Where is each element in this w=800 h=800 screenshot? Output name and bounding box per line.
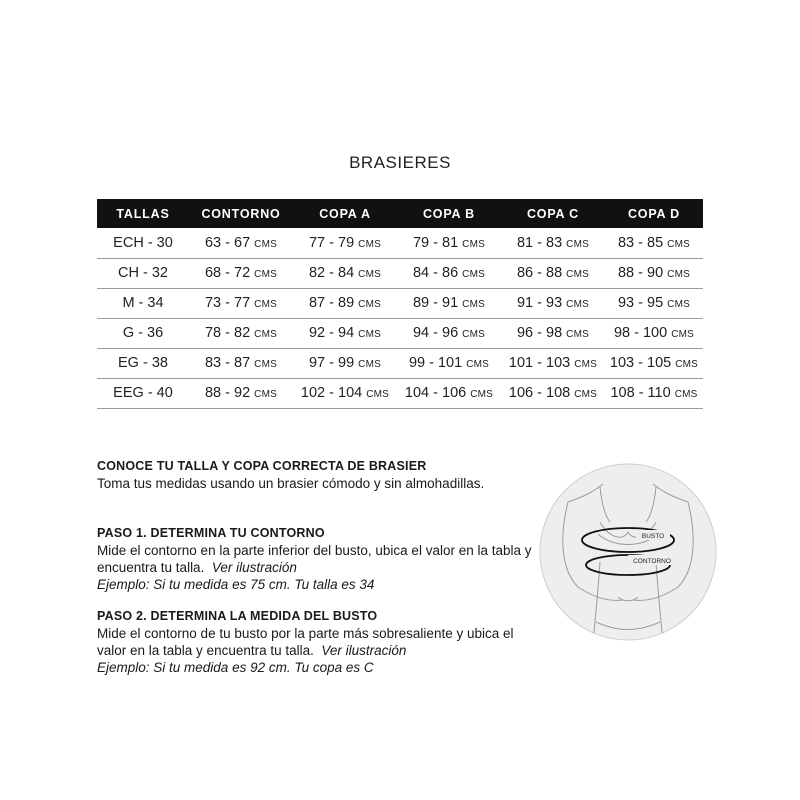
cell-unit: CMS (462, 238, 485, 250)
cell-copa-b (397, 318, 501, 348)
cell-unit: CMS (671, 329, 695, 340)
cell-copa-d (605, 288, 703, 318)
cell-value: 104 - 106 (404, 385, 467, 401)
table-row (97, 318, 703, 348)
cell-unit: CMS (254, 269, 277, 280)
cell-copa-a (293, 318, 397, 348)
cell-value: 102 - 104 (300, 385, 363, 401)
header-copa-c: COPA C (501, 199, 605, 228)
cell-value: 92 - 94 (308, 325, 355, 341)
cell-contorno (189, 378, 293, 408)
cell-unit: CMS (667, 269, 690, 280)
cell-unit: CMS (667, 238, 690, 250)
size-table (97, 199, 703, 409)
cell-copa-a (293, 348, 397, 378)
cell-value: 96 - 98 (516, 325, 563, 341)
cell-copa-a (293, 258, 397, 288)
header-copa-a: COPA A (293, 199, 397, 228)
step1-heading: PASO 1. DETERMINA TU CONTORNO (97, 526, 325, 540)
cell-copa-d (605, 348, 703, 378)
page-title: BRASIERES (349, 153, 451, 172)
cell-talla: G - 36 (97, 318, 189, 348)
cell-copa-c (501, 348, 605, 378)
cell-unit: CMS (254, 329, 277, 340)
table-row (97, 378, 703, 408)
cell-unit: CMS (254, 238, 277, 250)
cell-value: 83 - 87 (204, 355, 251, 371)
cell-unit: CMS (566, 238, 589, 250)
cell-value: 99 - 101 (408, 355, 463, 371)
intro-section (97, 458, 537, 492)
cell-unit: CMS (566, 329, 589, 340)
cell-value: 86 - 88 (516, 265, 563, 281)
cell-value: 84 - 86 (412, 265, 459, 281)
cell-value: 81 - 83 (516, 234, 563, 251)
cell-value: 73 - 77 (204, 295, 251, 311)
table-row (97, 258, 703, 288)
header-copa-d: COPA D (605, 199, 703, 228)
step1-example: Ejemplo: Si tu medida es 75 cm. Tu talla es 34 (97, 577, 375, 592)
cell-copa-b (397, 288, 501, 318)
cell-value: 89 - 91 (412, 295, 459, 311)
step2-heading: PASO 2. DETERMINA LA MEDIDA DEL BUSTO (97, 609, 378, 623)
cell-value: 78 - 82 (204, 325, 251, 341)
table-header-row (97, 199, 703, 228)
cell-value: 98 - 100 (613, 325, 668, 341)
cell-value: 82 - 84 (308, 265, 355, 281)
step2-illustration-link: Ver ilustración (321, 643, 407, 658)
cell-value: 88 - 92 (204, 385, 251, 401)
cell-unit: CMS (358, 269, 381, 280)
busto-label: BUSTO (641, 533, 665, 540)
cell-value: 103 - 105 (609, 355, 672, 371)
intro-text: Toma tus medidas usando un brasier cómodo y sin almohadillas. (97, 476, 485, 491)
cell-unit: CMS (674, 389, 698, 400)
header-contorno: CONTORNO (189, 199, 293, 228)
intro-heading: CONOCE TU TALLA Y COPA CORRECTA DE BRASIER (97, 459, 427, 473)
step1-section (97, 525, 537, 593)
cell-unit: CMS (462, 299, 485, 310)
table-row (97, 348, 703, 378)
cell-unit: CMS (358, 238, 381, 250)
cell-copa-b (397, 258, 501, 288)
cell-unit: CMS (667, 299, 690, 310)
cell-copa-a (293, 378, 397, 408)
cell-value: 79 - 81 (412, 234, 459, 251)
cell-value: 88 - 90 (617, 265, 664, 281)
cell-unit: CMS (358, 299, 381, 310)
cell-value: 93 - 95 (617, 295, 664, 311)
step2-section (97, 608, 537, 676)
cell-unit: CMS (462, 269, 485, 280)
step1-text: Mide el contorno en la parte inferior del busto, ubica el valor en la tabla y encuentra tu talla. Ver ilustración (97, 543, 532, 575)
measurement-illustration (538, 462, 718, 642)
cell-value: 97 - 99 (308, 355, 355, 371)
cell-value: 77 - 79 (308, 234, 355, 251)
cell-copa-b (397, 228, 501, 258)
cell-unit: CMS (366, 389, 390, 400)
cell-copa-b (397, 378, 501, 408)
cell-contorno (189, 318, 293, 348)
cell-talla: CH - 32 (97, 258, 189, 288)
cell-value: 108 - 110 (610, 385, 671, 401)
cell-value: 91 - 93 (516, 295, 563, 311)
cell-unit: CMS (566, 269, 589, 280)
cell-talla: M - 34 (97, 288, 189, 318)
cell-copa-a (293, 228, 397, 258)
cell-talla: EEG - 40 (97, 378, 189, 408)
cell-unit: CMS (574, 359, 598, 370)
step2-text: Mide el contorno de tu busto por la parte más sobresaliente y ubica el valor en la tabla y encuentra tu talla. Ver ilustración (97, 626, 514, 658)
cell-contorno (189, 348, 293, 378)
cell-contorno (189, 258, 293, 288)
cell-unit: CMS (462, 329, 485, 340)
cell-copa-c (501, 228, 605, 258)
cell-value: 87 - 89 (308, 295, 355, 311)
header-copa-b: COPA B (397, 199, 501, 228)
cell-copa-d (605, 378, 703, 408)
cell-value: 101 - 103 (508, 355, 571, 371)
cell-unit: CMS (574, 389, 598, 400)
step2-example: Ejemplo: Si tu medida es 92 cm. Tu copa es C (97, 660, 374, 675)
cell-contorno (189, 288, 293, 318)
cell-talla: EG - 38 (97, 348, 189, 378)
cell-copa-d (605, 318, 703, 348)
cell-unit: CMS (358, 329, 381, 340)
cell-copa-c (501, 318, 605, 348)
cell-copa-a (293, 288, 397, 318)
cell-unit: CMS (358, 359, 381, 370)
cell-copa-b (397, 348, 501, 378)
header-tallas: TALLAS (97, 199, 189, 228)
cell-unit: CMS (566, 299, 589, 310)
cell-copa-c (501, 258, 605, 288)
cell-unit: CMS (254, 359, 277, 370)
table-row (97, 228, 703, 258)
cell-value: 94 - 96 (412, 325, 459, 341)
cell-copa-c (501, 378, 605, 408)
cell-unit: CMS (470, 389, 494, 400)
cell-copa-d (605, 258, 703, 288)
cell-value: 68 - 72 (204, 265, 251, 281)
table-row (97, 288, 703, 318)
cell-copa-c (501, 288, 605, 318)
cell-talla: ECH - 30 (97, 228, 189, 258)
step1-illustration-link: Ver ilustración (211, 560, 297, 575)
cell-value: 106 - 108 (508, 385, 571, 401)
cell-value: 63 - 67 (204, 234, 251, 251)
cell-unit: CMS (254, 389, 277, 400)
cell-copa-d (605, 228, 703, 258)
cell-unit: CMS (675, 359, 699, 370)
cell-unit: CMS (466, 359, 490, 370)
cell-value: 83 - 85 (617, 234, 664, 251)
cell-unit: CMS (254, 299, 277, 310)
contorno-label: CONTORNO (633, 558, 671, 565)
cell-contorno (189, 228, 293, 258)
